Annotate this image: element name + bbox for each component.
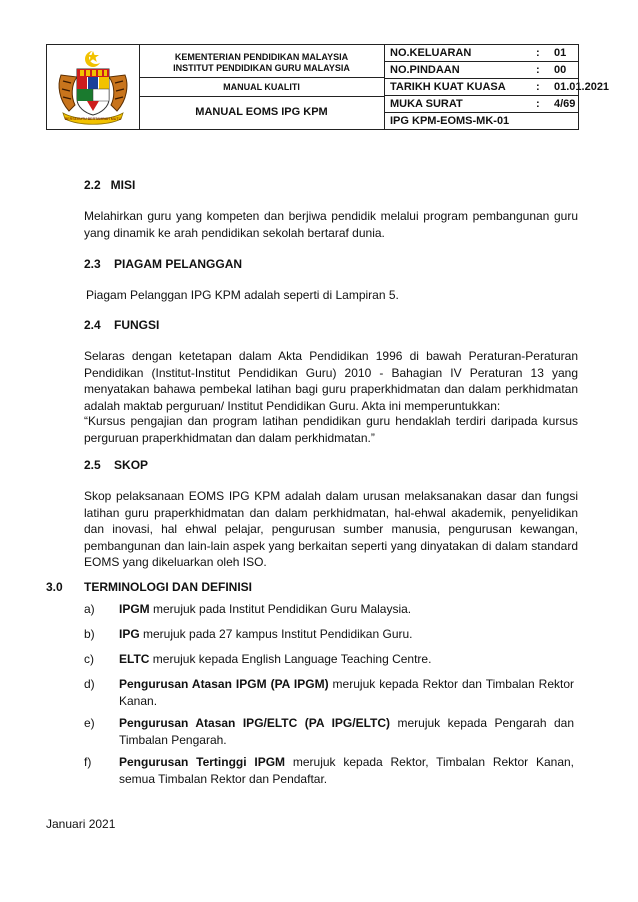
section-body-piagam: Piagam Pelanggan IPG KPM adalah seperti di Lampiran 5. <box>86 288 399 302</box>
section-heading-skop: 2.5 SKOP <box>84 458 149 472</box>
emblem-cell <box>47 45 140 129</box>
header-title-cell <box>139 45 385 129</box>
section-heading-piagam: 2.3 PIAGAM PELANGGAN <box>84 257 243 271</box>
section-heading-misi: 2.2 MISI <box>84 178 136 192</box>
definition-item: f) Pengurusan Tertinggi IPGM merujuk kepada Rektor, Timbalan Rektor Kanan, semua Timbalan Rektor dan Pendaftar. <box>84 755 574 786</box>
manual-type: MANUAL KUALITI <box>139 78 384 97</box>
definition-item: d) Pengurusan Atasan IPGM (PA IPGM) merujuk kepada Rektor dan Timbalan Rektor Kanan. <box>84 677 574 708</box>
section-heading-fungsi: 2.4 FUNGSI <box>84 318 160 332</box>
document-control-cell <box>384 45 610 129</box>
definition-item: c) ELTC merujuk kepada English Language Teaching Centre. <box>84 652 432 666</box>
section-body-skop: Skop pelaksanaan EOMS IPG KPM adalah dalam urusan melaksanakan dasar dan fungsi latihan guru praperkhidmatan dan dalam perkhidmatan, hal-ehwal akademik, penyelidikan dan inovasi, hal ehwal pelajar, pengurusan sumber manusia, pengurusan kewangan, pembangunan dan lain-lain aspek yang berkaitan seperti yang dinyatakan di dalam standard EOMS yang dikeluarkan oleh ISO. <box>84 489 578 569</box>
document-header <box>46 44 610 130</box>
manual-title: MANUAL EOMS IPG KPM <box>195 106 328 118</box>
section-body-misi: Melahirkan guru yang kompeten dan berjiwa pendidik melalui program pembangunan guru yang dinamik ke arah pendidikan sekolah bertaraf dunia. <box>84 209 578 240</box>
definition-term: Pengurusan Tertinggi IPGM <box>119 755 286 769</box>
section-heading-terminologi: TERMINOLOGI DAN DEFINISI <box>84 580 252 594</box>
field-row-effective-date: TARIKH KUAT KUASA : 01.01.2021 <box>384 79 578 96</box>
field-row-page-number: MUKA SURAT : 4/69 <box>384 96 578 113</box>
footer-date: Januari 2021 <box>46 817 116 831</box>
field-row-amendment-no: NO.PINDAAN : 00 <box>384 62 578 79</box>
section-quote-fungsi: “Kursus pengajian dan program latihan pendidikan guru hendaklah terdiri daripada kursus perguruan praperkhidmatan dan dalam perkhidmatan.” <box>84 414 578 445</box>
definition-term: IPG <box>119 627 140 641</box>
field-row-issue-no: NO.KELUARAN : 01 <box>384 45 578 62</box>
organization-name <box>139 45 384 78</box>
definition-term: Pengurusan Atasan IPGM (PA IPGM) <box>119 677 329 691</box>
ministry-name: KEMENTERIAN PENDIDIKAN MALAYSIA <box>174 52 349 62</box>
definition-term: IPGM <box>119 602 150 616</box>
section-number-terminologi: 3.0 <box>46 580 63 594</box>
malaysia-coat-of-arms-icon <box>47 45 139 129</box>
definition-item: e) Pengurusan Atasan IPG/ELTC (PA IPG/ELTC) merujuk kepada Pengarah dan Timbalan Pengarah. <box>84 716 575 747</box>
definition-term: Pengurusan Atasan IPG/ELTC (PA IPG/ELTC) <box>119 716 391 730</box>
field-row-document-code: IPG KPM-EOMS-MK-01 <box>390 115 510 127</box>
svg-text:BERSEKUTU BERTAMBAH MUTU: BERSEKUTU BERTAMBAH MUTU <box>64 117 122 121</box>
institute-name: INSTITUT PENDIDIKAN GURU MALAYSIA <box>173 63 350 73</box>
section-body-fungsi: Selaras dengan ketetapan dalam Akta Pendidikan 1996 di bawah Peraturan-Peraturan Pendidikan (Institut-Institut Pendidikan Guru) 2010 - Bahagian IV Peraturan 13 yang menyatakan bahawa pembekal latihan bagi guru praperkhidmatan dan dalam perkhidmatan adalah maktab perguruan/ Institut Pendidikan Guru. Akta ini memperuntukkan: <box>84 349 578 413</box>
definition-term: ELTC <box>119 652 150 666</box>
definition-item: b) IPG merujuk pada 27 kampus Institut Pendidikan Guru. <box>84 627 413 641</box>
definition-item: a) IPGM merujuk pada Institut Pendidikan Guru Malaysia. <box>84 602 412 616</box>
